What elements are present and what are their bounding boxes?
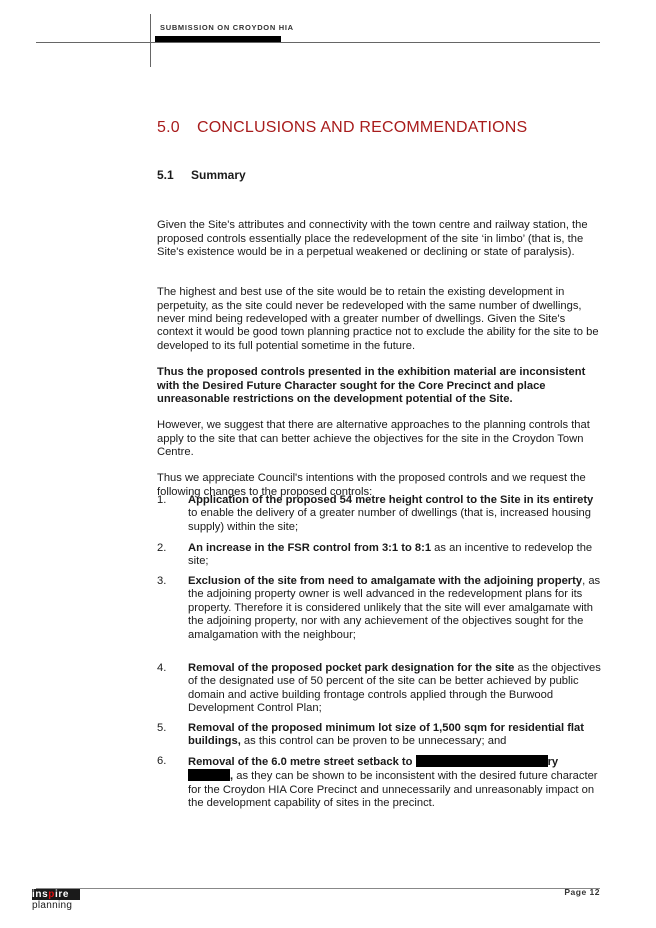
paragraph-5: Thus we appreciate Council's intentions with the proposed controls and we request the following changes to the proposed controls: xyxy=(157,472,586,498)
list-number: 1. xyxy=(157,494,167,506)
header-rule xyxy=(36,42,600,43)
footer-rule xyxy=(36,888,600,889)
subsection-heading xyxy=(157,168,246,182)
paragraph-2: The highest and best use of the site would be to retain the existing development in perpetuity, as the site could never be redeveloped with the same number of dwellings, never mind being redeveloped with a greater number of dwellings. Given the Site's context it would be good town planning practice not to exclude the ability for the site to be developed to its full potential sometime in the future. xyxy=(157,286,599,352)
header-vertical-rule xyxy=(150,14,151,67)
document-header-title: SUBMISSION ON CROYDON HIA xyxy=(160,23,294,32)
section-title: CONCLUSIONS AND RECOMMENDATIONS xyxy=(197,119,528,136)
list-item-bold: Removal of the 6.0 metre street setback to xyxy=(188,756,416,768)
list-item-text: as an incentive to redevelop the site; xyxy=(188,542,593,568)
list-item-text: , as the adjoining property owner is well advanced in the redevelopment plans for its property. Therefore it is considered unlikely that the site will ever amalgamate with the adjoining property, nor with any achievement of the objectives sought for the amalgamation with the neighbour; xyxy=(188,575,601,641)
list-item-bold: Application of the proposed 54 metre height control to the Site in its entirety xyxy=(188,494,594,506)
paragraph-4: However, we suggest that there are alternative approaches to the planning controls that apply to the site that can better achieve the objectives for the site in the Croydon Town Centre. xyxy=(157,419,590,458)
page-number: Page 12 xyxy=(564,887,600,897)
list-number: 2. xyxy=(157,542,167,554)
list-item-text: to enable the delivery of a greater number of dwellings (that is, increased housing supply) within the site; xyxy=(188,507,591,533)
list-number: 4. xyxy=(157,662,167,674)
logo-wordmark-bottom: planning xyxy=(32,900,73,911)
paragraph-1: Given the Site's attributes and connectivity with the town centre and railway station, the proposed controls essentially place the redevelopment of the site ‘in limbo’ (that is, the Site's existence would be in a perpetual weakened or declining or state of paralysis). xyxy=(157,219,588,258)
list-item-text: as the objectives of the designated use of 50 percent of the site can be better achieved by public domain and active building frontage controls applied through the Burwood Development Control Plan; xyxy=(188,662,601,715)
subsection-title: Summary xyxy=(191,168,246,182)
paragraph-3-bold: Thus the proposed controls presented in the exhibition material are inconsistent with the Desired Future Character sought for the Core Precinct and place unreasonable restrictions on the development potential of the Site. xyxy=(157,366,586,405)
list-item-bold: Exclusion of the site from need to amalgamate with the adjoining property xyxy=(188,575,583,587)
section-number: 5.0 xyxy=(157,119,180,136)
section-heading xyxy=(157,119,527,137)
logo-wordmark-top: inspire xyxy=(32,889,80,900)
list-item-bold: ry xyxy=(547,756,559,768)
list-item-bold: , xyxy=(230,770,234,783)
redaction-block xyxy=(188,769,230,781)
list-number: 3. xyxy=(157,575,167,587)
list-item-bold: Removal of the proposed minimum lot size of 1,500 sqm for residential flat buildings, xyxy=(188,722,584,748)
list-item-text: as they can be shown to be inconsistent with the desired future character for the Croydon HIA Core Precinct and unnecessarily and unreasonably impact on the development capability of sites in the precinct. xyxy=(188,770,598,810)
redaction-block xyxy=(416,755,548,767)
inspire-planning-logo xyxy=(32,888,82,912)
list-item-bold: Removal of the proposed pocket park designation for the site xyxy=(188,662,515,674)
list-item-bold: An increase in the FSR control from 3:1 to 8:1 xyxy=(188,542,432,554)
list-number: 6. xyxy=(157,755,167,767)
list-item-text: as this control can be proven to be unnecessary; and xyxy=(240,735,507,748)
subsection-number: 5.1 xyxy=(157,168,174,182)
list-number: 5. xyxy=(157,722,167,734)
